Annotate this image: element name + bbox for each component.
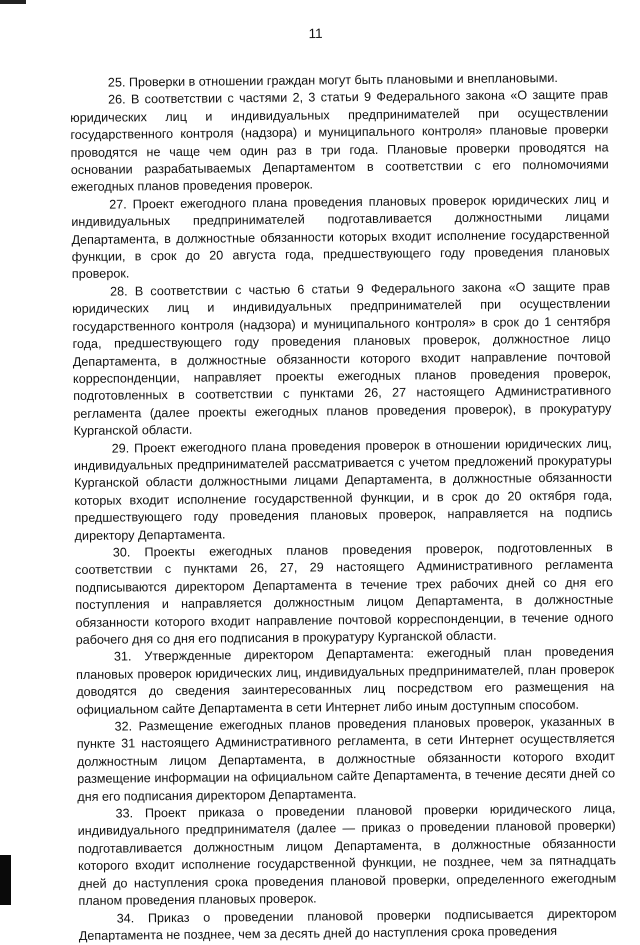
- paragraph-33: 33. Проект приказа о проведении плановой проверки юридического лица, индивидуального предпринимателя (далее — приказ о проведении плановой проверки) подготавливается должностным лицом Департамента, в должностные обязанности которого входит исполнение государственной функции, не позднее, чем за пятнадцать дней до наступления срока проведения плановой проверки, определенного ежегодным планом проведения плановых проверок.: [77, 801, 617, 909]
- paragraph-26: 26. В соответствии с частями 2, 3 статьи 9 Федерального закона «О защите прав юридических лиц и индивидуальных предпринимателей при осуществлении государственного контроля (надзора) и муниципального контроля» плановые проверки проводятся не чаще чем один раз в три года. Плановые проверки проводятся на основании разрабатываемых Департаментом в соответствии с его полномочиями ежегодных планов проведения проверок.: [70, 87, 609, 195]
- paragraph-29: 29. Проект ежегодного плана проведения проверок в отношении юридических лиц, индивидуальных предпринимателей рассматривается с учетом предложений прокуратуры Курганской области должностными лицами Департамента, в должностные обязанности которых входит исполнение государственной функции, и в срок до 20 октября года, предшествующего году проведения плановых проверок, направляется на подпись директору Департамента.: [73, 435, 613, 543]
- paragraph-28: 28. В соответствии с частью 6 статьи 9 Федерального закона «О защите прав юридических лиц и индивидуальных предпринимателей при осуществлении государственного контроля (надзора) и муниципального контроля» в срок до 1 сентября года, предшествующего году проведения плановых проверок, должностное лицо Департамента, в должностные обязанности которого входит направление почтовой корреспонденции, направляет проекты ежегодных планов проведения проверок, подготовленных в соответствии с пунктами 26, 27 настоящего Административного регламента (далее проекты ежегодных планов проведения проверок), в прокуратуру Курганской области.: [72, 279, 612, 439]
- paragraph-25: 25. Проверки в отношении граждан могут быть плановыми и внеплановыми.: [107, 70, 558, 90]
- paragraph-34: 34. Приказ о проведении плановой проверки подписывается директором Департамента не позднее, чем за десять дней до наступления срока проведения: [78, 905, 617, 943]
- paragraph-30: 30. Проекты ежегодных планов проведения проверок, подготовленных в соответствии с пунктами 26, 27, 29 настоящего Административного регламента подписываются директором Департамента в течение трех рабочих дней со дня его поступления и направляется должностным лицом Департамента, в должностные обязанности которого входит направление почтовой корреспонденции, в течение одного рабочего дня со дня его подписания в прокуратуру Курганской области.: [74, 540, 614, 647]
- document-body: [70, 69, 617, 945]
- page-number: 11: [308, 25, 323, 42]
- paragraph-32: 32. Размещение ежегодных планов проведения плановых проверок, указанных в пункте 31 настоящего Административного регламента, в сети Интернет осуществляется должностным лицом Департамента, в должностные обязанности которого входит размещение информации на официальном сайте Департамента, в течение десяти дней со дня его подписания директором Департамента.: [76, 714, 616, 804]
- paragraph-27: 27. Проект ежегодного плана проведения плановых проверок юридических лиц и индивидуальных предпринимателей подготавливается должностными лицами Департамента, в должностные обязанности которых входит исполнение государственной функции, в срок до 20 августа года, предшествующего году проведения плановых проверок.: [71, 192, 610, 282]
- paragraph-31: 31. Утвержденные директором Департамента: ежегодный план проведения плановых проверок юридических лиц, индивидуальных предпринимателей, план проверок доводятся до сведения заинтересованных лиц посредством его размещения на официальном сайте Департамента в сети Интернет либо иным доступным способом.: [76, 644, 615, 717]
- scan-edge-bar: [0, 855, 11, 905]
